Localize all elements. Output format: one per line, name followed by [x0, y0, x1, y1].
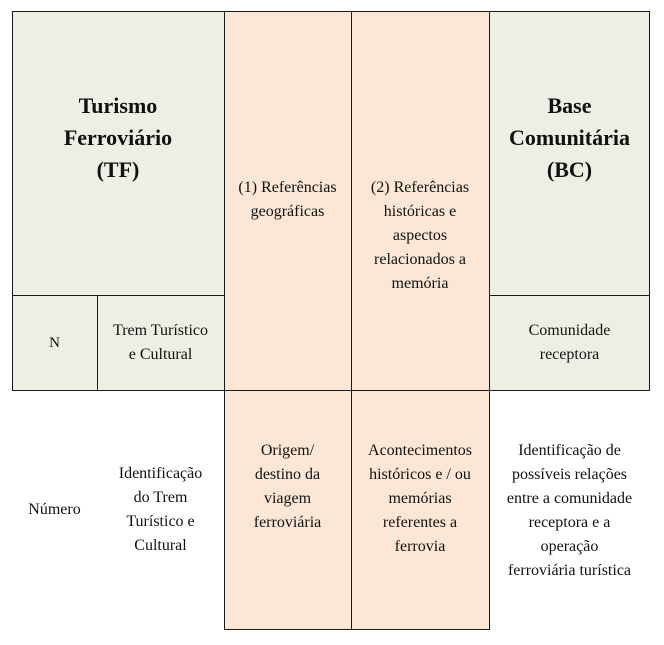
- trem-header: Trem Turístico e Cultural: [113, 322, 208, 363]
- relacoes-cell: Identificação de possíveis relações entre a comunidade receptora e a operação ferroviária turística: [506, 442, 633, 579]
- tf-title: Turismo Ferroviário (TF): [63, 93, 173, 182]
- ref-geo-column: [224, 11, 351, 630]
- numero-cell: Número: [28, 501, 81, 518]
- identificacao-cell: Identificação do Trem Turístico e Cultural: [118, 465, 203, 554]
- comunidade-header: Comunidade receptora: [528, 322, 611, 363]
- ref-hist-header: (2) Referências históricas e aspectos relacionados a memória: [370, 179, 470, 292]
- n-header: N: [49, 335, 60, 351]
- acontecimentos-cell: Acontecimentos históricos e / ou memórias referentes a ferrovia: [368, 442, 472, 555]
- bc-title: Base Comunitária (BC): [509, 93, 630, 182]
- origem-cell: Origem/ destino da viagem ferroviária: [253, 442, 322, 531]
- ref-geo-header: (1) Referências geográficas: [238, 179, 337, 220]
